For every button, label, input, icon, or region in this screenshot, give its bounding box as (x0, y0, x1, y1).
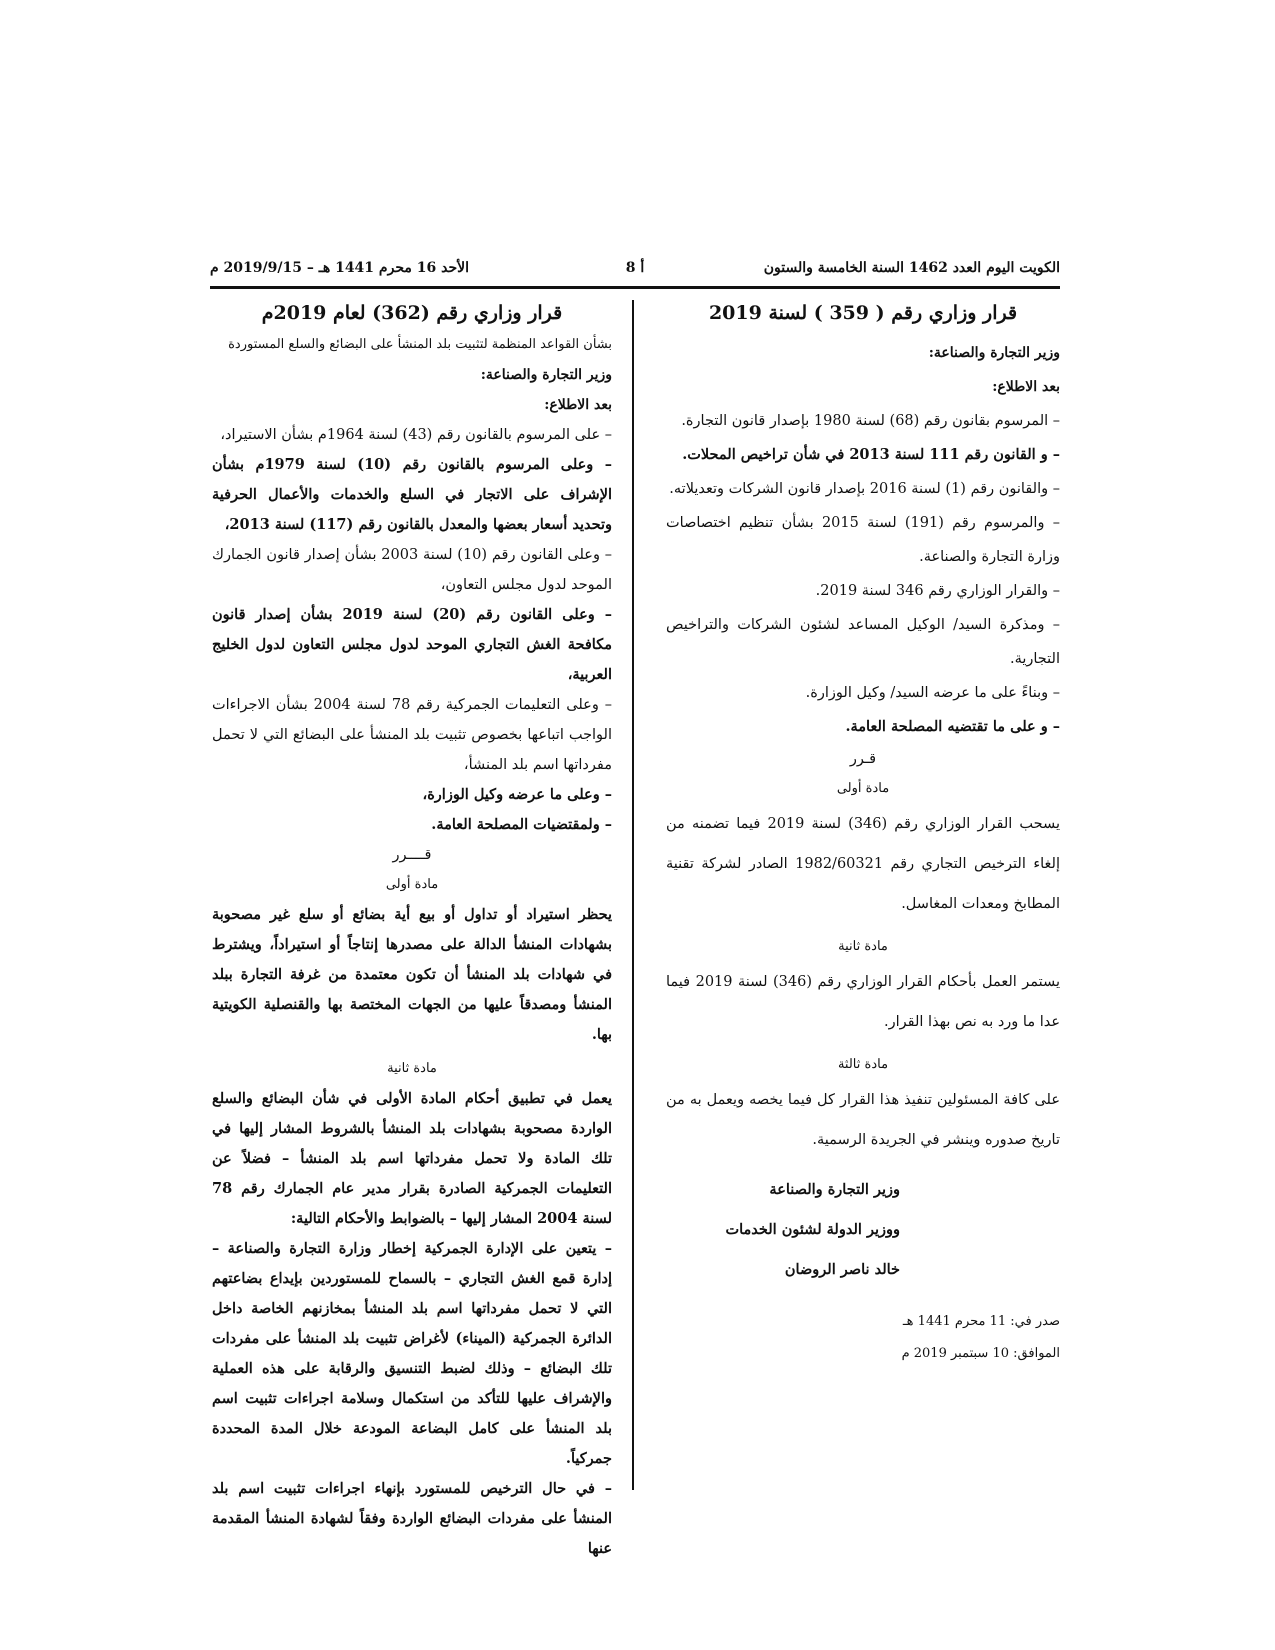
decision-362-article1-text: يحظر استيراد أو تداول أو بيع أية بضائع أو سلع غير مصحوبة بشهادات المنشأ الدالة على مصدرها إنتاجاً أو استيراداً، ويشترط في شهادات بلد المنشأ أن تكون معتمدة من غرفة التجارة ببلد المنشأ ومصدقاً عليها من الجهات المختصة بها والقنصلية الكويتية بها. (212, 906, 612, 1043)
decision-362-issuer: وزير التجارة والصناعة: (480, 367, 612, 383)
decision-362-item: – وعلى القانون رقم (10) لسنة 2003 بشأن إصدار قانون الجمارك الموحد لدول مجلس التعاون، (212, 547, 612, 593)
decision-362-article2-text: يعمل في تطبيق أحكام المادة الأولى في شأن البضائع والسلع الواردة مصحوبة بشهادات بلد المنشأ بالشروط المشار إليها في تلك المادة ولا تحمل مفرداتها اسم بلد المنشأ – فضلاً عن التعليمات الجمركية الصادرة بقرار مدير عام الجمارك رقم 78 لسنة 2004 المشار إليها – بالضوابط والأحكام التالية: (212, 1090, 612, 1227)
decision-359-issuer: وزير التجارة والصناعة: (928, 345, 1060, 361)
header-rule (210, 286, 1060, 289)
decision-362-item: – وعلى المرسوم بالقانون رقم (10) لسنة 1979م بشأن الإشراف على الاتجار في السلع والخدمات والأعمال الحرفية وتحديد أسعار بعضها والمعدل بالقانون رقم (117) لسنة 2013، (212, 456, 612, 533)
decision-359-item: – و القانون رقم 111 لسنة 2013 في شأن تراخيص المحلات. (682, 446, 1060, 463)
decision-362-article1-title: مادة أولى (385, 877, 439, 892)
decision-359-after-review: بعد الاطلاع: (992, 379, 1060, 395)
signature-title-2: ووزير الدولة لشئون الخدمات (725, 1221, 900, 1238)
decision-359-item: – و على ما تقتضيه المصلحة العامة. (845, 718, 1060, 735)
decision-359-article1-title: مادة أولى (836, 781, 890, 796)
decision-359-item: – والمرسوم رقم (191) لسنة 2015 بشأن تنظيم اختصاصات وزارة التجارة والصناعة. (666, 515, 1060, 565)
issued-date: صدر في: 11 محرم 1441 هـ (902, 1314, 1060, 1329)
decision-362-title: قرار وزاري رقم (362) لعام 2019م (261, 302, 563, 324)
decision-359-item: – وبناءً على ما عرضه السيد/ وكيل الوزارة. (805, 685, 1060, 701)
issue-info: الكويت اليوم العدد 1462 السنة الخامسة والستون (763, 260, 1060, 276)
decision-362-subtitle: بشأن القواعد المنظمة لتثبيت بلد المنشأ على البضائع والسلع المستوردة (228, 337, 612, 352)
decision-362-rule-1: – يتعين على الإدارة الجمركية إخطار وزارة التجارة والصناعة – إدارة قمع الغش التجاري – بالسماح للمستوردين بإيداع بضاعتهم التي لا تحمل مفرداتها اسم بلد المنشأ بمخازنهم الخاصة داخل الدائرة الجمركية (الميناء) لأغراض تثبيت بلد المنشأ على مفردات تلك البضائع – وذلك لضبط التنسيق والرقابة على هذه العملية والإشراف عليها للتأكد من استكمال وسلامة اجراءات تثبيت اسم بلد المنشأ على كامل البضاعة المودعة خلال المدة المحددة جمركياً. (212, 1240, 612, 1467)
signature-title-1: وزير التجارة والصناعة (769, 1181, 900, 1198)
decision-362-item: – وعلى القانون رقم (20) لسنة 2019 بشأن إصدار قانون مكافحة الغش التجاري الموحد لدول مجلس التعاون لدول الخليج العربية، (212, 606, 612, 683)
decision-359-article3-title: مادة ثالثة (837, 1057, 889, 1072)
page-header (210, 258, 1060, 284)
decision-362 (212, 298, 612, 1564)
decision-362-item: – وعلى التعليمات الجمركية رقم 78 لسنة 2004 بشأن الاجراءات الواجب اتباعها بخصوص تثبيت بلد المنشأ على البضائع التي لا تحمل مفرداتها اسم بلد المنشأ، (212, 697, 612, 773)
decision-362-decided: قــــرر (392, 847, 432, 863)
decision-359-decided: قـرر (849, 751, 877, 767)
issue-dates (666, 1306, 1060, 1370)
decision-359-article3-text: على كافة المسئولين تنفيذ هذا القرار كل فيما يخصه ويعمل به من تاريخ صدوره وينشر في الجريدة الرسمية. (666, 1092, 1060, 1148)
decision-359-article2-title: مادة ثانية (838, 939, 888, 954)
page-number: أ 8 (625, 260, 645, 276)
decision-362-item: – على المرسوم بالقانون رقم (43) لسنة 1964م بشأن الاستيراد، (220, 427, 612, 443)
decision-362-rule-2: – في حال الترخيص للمستورد بإنهاء اجراءات تثبيت اسم بلد المنشأ على مفردات البضائع الواردة وفقاً لشهادة المنشأ المقدمة عنها (212, 1480, 612, 1557)
decision-362-after-review: بعد الاطلاع: (544, 397, 612, 413)
decision-359-title: قرار وزاري رقم ( 359 ) لسنة 2019 (708, 302, 1018, 324)
decision-359-item: – والقرار الوزاري رقم 346 لسنة 2019. (815, 583, 1060, 599)
column-divider (632, 300, 634, 1490)
decision-359-article1-text: يسحب القرار الوزاري رقم (346) لسنة 2019 فيما تضمنه من إلغاء الترخيص التجاري رقم 1982/60321 الصادر لشركة تقنية المطابخ ومعدات المغاسل. (666, 816, 1060, 912)
corresponding-date: الموافق: 10 سبتمبر 2019 م (901, 1346, 1060, 1361)
signature-block (666, 1170, 1060, 1290)
signature-name: خالد ناصر الروضان (784, 1261, 900, 1278)
decision-362-article2-title: مادة ثانية (387, 1061, 437, 1076)
decision-359 (666, 298, 1060, 1370)
decision-359-item: – ومذكرة السيد/ الوكيل المساعد لشئون الشركات والتراخيص التجارية. (666, 617, 1060, 667)
decision-359-item: – المرسوم بقانون رقم (68) لسنة 1980 بإصدار قانون التجارة. (681, 413, 1060, 429)
issue-date: الأحد 16 محرم 1441 هـ – 2019/9/15 م (210, 260, 469, 276)
decision-359-item: – والقانون رقم (1) لسنة 2016 بإصدار قانون الشركات وتعديلاته. (669, 481, 1060, 497)
decision-362-item: – وعلى ما عرضه وكيل الوزارة، (422, 786, 612, 803)
decision-362-item: – ولمقتضيات المصلحة العامة. (431, 816, 612, 833)
decision-359-article2-text: يستمر العمل بأحكام القرار الوزاري رقم (346) لسنة 2019 فيما عدا ما ورد به نص بهذا القرار. (666, 974, 1060, 1030)
